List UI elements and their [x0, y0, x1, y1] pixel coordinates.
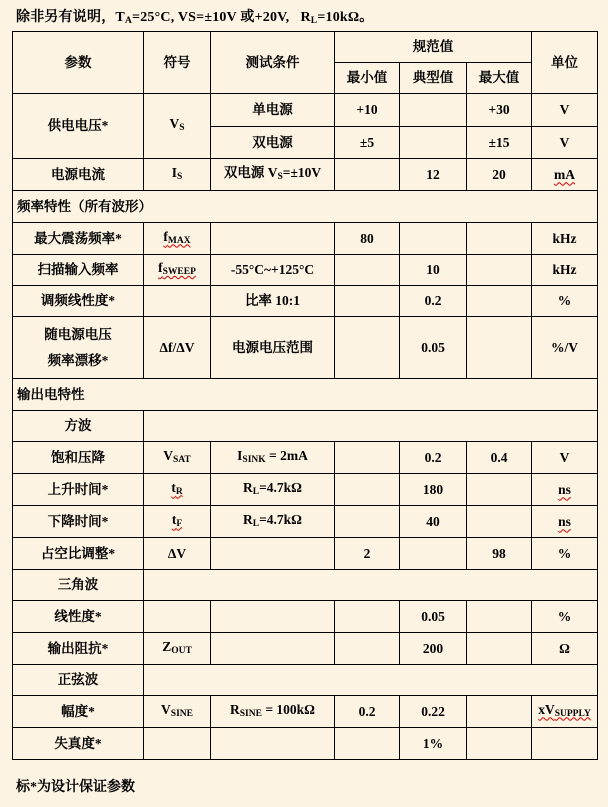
subsection-row: [13, 665, 598, 696]
typ-cell: 0.2: [400, 286, 467, 317]
header-row: [13, 32, 598, 63]
param-cell: 下降时间*: [13, 506, 144, 538]
typ-cell: [400, 94, 467, 127]
condition-cell: 单电源: [211, 94, 335, 127]
typ-cell: 0.2: [400, 442, 467, 474]
max-cell: [467, 696, 532, 728]
header-symbol: 符号: [144, 32, 211, 94]
param-cell: 输出阻抗*: [13, 633, 144, 665]
subsection-sine-wave: 正弦波: [13, 665, 144, 696]
table-row: [13, 506, 598, 538]
max-cell: [467, 728, 532, 760]
min-cell: ±5: [335, 127, 400, 159]
symbol-cell: ΔV: [144, 538, 211, 570]
unit-cell: $xV_{SUPPLY}$: [532, 696, 598, 728]
condition-cell: $R_{SINE} = 100k\Omega$: [211, 696, 335, 728]
unit-cell: V: [532, 127, 598, 159]
symbol-cell: $t_R$: [144, 474, 211, 506]
symbol-cell: [144, 601, 211, 633]
min-cell: [335, 159, 400, 191]
max-cell: [467, 223, 532, 255]
header-unit: 单位: [532, 32, 598, 94]
condition-cell: [211, 633, 335, 665]
symbol-cell: $f_{MAX}$: [144, 223, 211, 255]
unit-cell: Ω: [532, 633, 598, 665]
footer-note: 标*为设计保证参数: [16, 780, 135, 795]
unit-cell: [532, 728, 598, 760]
symbol-cell: $V_S$: [144, 94, 211, 159]
condition-cell: $R_L=4.7k\Omega$: [211, 506, 335, 538]
symbol-cell: [144, 728, 211, 760]
min-cell: 80: [335, 223, 400, 255]
table-row: [13, 255, 598, 286]
spec-table: [12, 31, 598, 760]
unit-cell: %: [532, 538, 598, 570]
max-cell: ±15: [467, 127, 532, 159]
min-cell: [335, 474, 400, 506]
empty-cell: [144, 665, 598, 696]
param-cell: 随电源电压 频率漂移*: [13, 317, 144, 379]
table-row: [13, 633, 598, 665]
param-cell: 调频线性度*: [13, 286, 144, 317]
unit-cell: %: [532, 286, 598, 317]
param-cell: 扫描输入频率: [13, 255, 144, 286]
unit-cell: %/V: [532, 317, 598, 379]
min-cell: [335, 317, 400, 379]
symbol-cell: $t_F$: [144, 506, 211, 538]
condition-cell: $R_L=4.7k\Omega$: [211, 474, 335, 506]
table-row: [13, 317, 598, 379]
subsection-row: [13, 411, 598, 442]
symbol-cell: $f_{SWEEP}$: [144, 255, 211, 286]
unit-cell: mA: [532, 159, 598, 191]
symbol-cell: $Z_{OUT}$: [144, 633, 211, 665]
param-cell: 占空比调整*: [13, 538, 144, 570]
subsection-row: [13, 570, 598, 601]
section-output: 输出电特性: [13, 379, 598, 411]
table-row: [13, 474, 598, 506]
condition-cell: [211, 601, 335, 633]
condition-cell: [211, 538, 335, 570]
unit-cell: V: [532, 442, 598, 474]
table-row: [13, 442, 598, 474]
max-cell: [467, 601, 532, 633]
symbol-cell: $I_S$: [144, 159, 211, 191]
typ-cell: 10: [400, 255, 467, 286]
condition-cell: -55°C~+125°C: [211, 255, 335, 286]
header-param: 参数: [13, 32, 144, 94]
min-cell: [335, 442, 400, 474]
subsection-triangle-wave: 三角波: [13, 570, 144, 601]
symbol-cell: $V_{SAT}$: [144, 442, 211, 474]
subsection-square-wave: 方波: [13, 411, 144, 442]
min-cell: [335, 633, 400, 665]
header-typ: 典型值: [400, 63, 467, 94]
typ-cell: 200: [400, 633, 467, 665]
header-spec: 规范值: [335, 32, 532, 63]
typ-cell: [400, 223, 467, 255]
max-cell: +30: [467, 94, 532, 127]
typ-cell: 12: [400, 159, 467, 191]
empty-cell: [144, 570, 598, 601]
symbol-cell: $V_{SINE}$: [144, 696, 211, 728]
table-row: [13, 696, 598, 728]
table-row: [13, 538, 598, 570]
table-row: [13, 159, 598, 191]
param-cell: 上升时间*: [13, 474, 144, 506]
unit-cell: %: [532, 601, 598, 633]
typ-cell: 40: [400, 506, 467, 538]
header-min: 最小值: [335, 63, 400, 94]
max-cell: [467, 474, 532, 506]
section-frequency: 频率特性（所有波形）: [13, 191, 598, 223]
min-cell: 2: [335, 538, 400, 570]
typ-cell: 1%: [400, 728, 467, 760]
typ-cell: 0.22: [400, 696, 467, 728]
param-cell: 幅度*: [13, 696, 144, 728]
min-cell: [335, 286, 400, 317]
section-row: [13, 379, 598, 411]
table-row: [13, 728, 598, 760]
unit-cell: kHz: [532, 255, 598, 286]
min-cell: [335, 255, 400, 286]
param-cell: 饱和压降: [13, 442, 144, 474]
typ-cell: [400, 127, 467, 159]
max-cell: [467, 255, 532, 286]
param-cell: 电源电流: [13, 159, 144, 191]
header-max: 最大值: [467, 63, 532, 94]
param-cell: 失真度*: [13, 728, 144, 760]
header-condition: 测试条件: [211, 32, 335, 94]
table-row: [13, 94, 598, 127]
typ-cell: 0.05: [400, 601, 467, 633]
max-cell: [467, 506, 532, 538]
table-row: [13, 223, 598, 255]
unit-cell: V: [532, 94, 598, 127]
symbol-cell: [144, 286, 211, 317]
param-cell: 供电电压*: [13, 94, 144, 159]
page-title: 除非另有说明，$T_A=25^\circ C$, VS=±10V 或+20V, $R_L=10k\Omega$。: [16, 10, 374, 26]
param-cell: 最大震荡频率*: [13, 223, 144, 255]
condition-cell: $I_{SINK} = 2mA$: [211, 442, 335, 474]
condition-cell: [211, 223, 335, 255]
table-row: [13, 601, 598, 633]
empty-cell: [144, 411, 598, 442]
condition-cell: 比率 10:1: [211, 286, 335, 317]
max-cell: 0.4: [467, 442, 532, 474]
section-row: [13, 191, 598, 223]
unit-cell: ns: [532, 506, 598, 538]
min-cell: [335, 728, 400, 760]
condition-cell: 电源电压范围: [211, 317, 335, 379]
max-cell: [467, 286, 532, 317]
unit-cell: ns: [532, 474, 598, 506]
max-cell: [467, 633, 532, 665]
min-cell: [335, 601, 400, 633]
table-row: [13, 286, 598, 317]
symbol-cell: Δf/ΔV: [144, 317, 211, 379]
max-cell: 20: [467, 159, 532, 191]
unit-cell: kHz: [532, 223, 598, 255]
min-cell: +10: [335, 94, 400, 127]
condition-cell: [211, 728, 335, 760]
condition-cell: 双电源: [211, 127, 335, 159]
typ-cell: 0.05: [400, 317, 467, 379]
condition-cell: 双电源 $V_S=\pm 10V$: [211, 159, 335, 191]
typ-cell: 180: [400, 474, 467, 506]
param-cell: 线性度*: [13, 601, 144, 633]
max-cell: 98: [467, 538, 532, 570]
min-cell: [335, 506, 400, 538]
min-cell: 0.2: [335, 696, 400, 728]
typ-cell: [400, 538, 467, 570]
max-cell: [467, 317, 532, 379]
